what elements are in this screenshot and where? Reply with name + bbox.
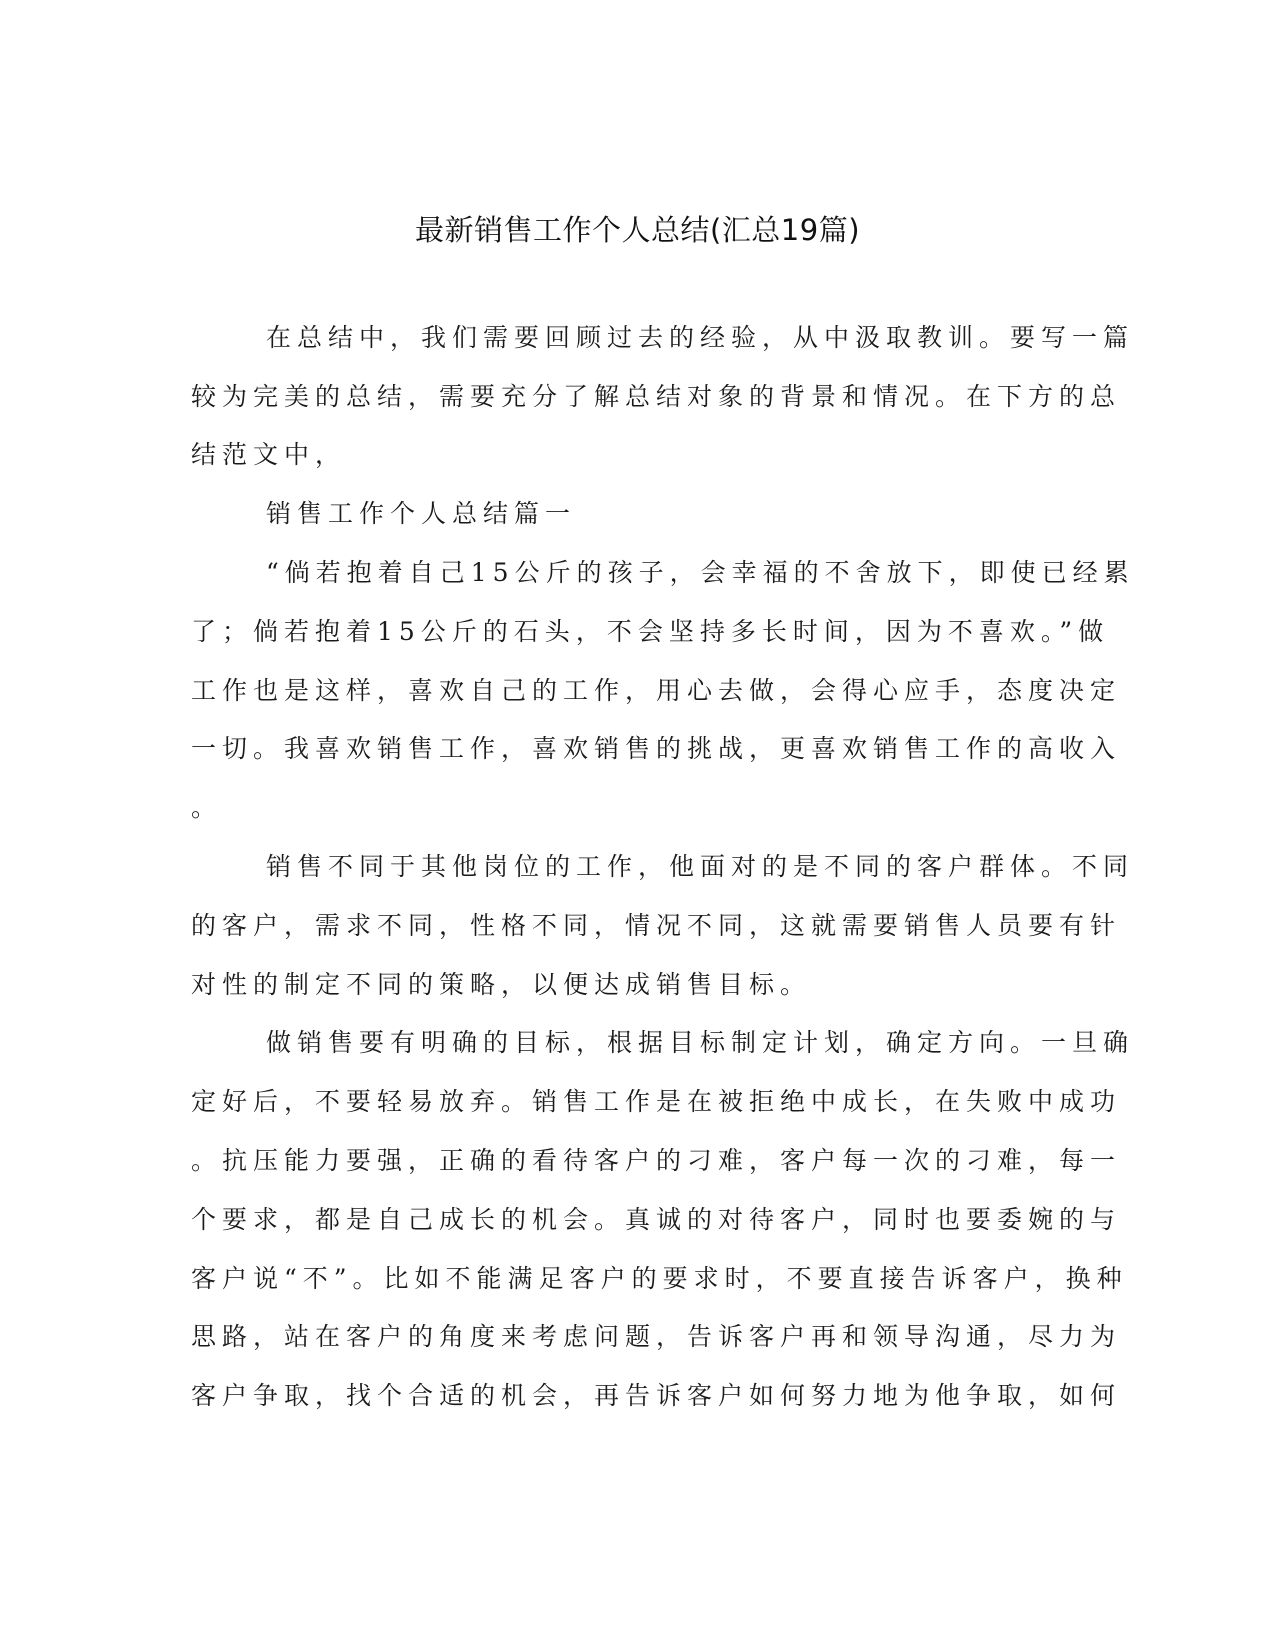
document-title: 最新销售工作个人总结(汇总19篇) [414, 213, 861, 247]
paragraph-3-line-3: 。抗压能力要强，正确的看待客户的刁难，客户每一次的刁难，每一 [191, 1146, 1122, 1175]
paragraph-1-line-1: “倘若抱着自己15公斤的孩子，会幸福的不舍放下，即使已经累 [266, 558, 1135, 587]
paragraph-1-line-2: 了；倘若抱着15公斤的石头，不会坚持多长时间，因为不喜欢。”做 [191, 617, 1110, 646]
paragraph-1-line-3: 工作也是这样，喜欢自己的工作，用心去做，会得心应手，态度决定 [191, 676, 1122, 705]
section-heading-1: 销售工作个人总结篇一 [266, 499, 577, 528]
paragraph-3-line-1: 做销售要有明确的目标，根据目标制定计划，确定方向。一旦确 [266, 1028, 1135, 1057]
paragraph-1-line-5: 。 [191, 793, 223, 822]
paragraph-intro-line-3: 结范文中， [191, 440, 347, 469]
paragraph-2-line-3: 对性的制定不同的策略，以便达成销售目标。 [191, 970, 812, 999]
paragraph-3-line-6: 思路，站在客户的角度来考虑问题，告诉客户再和领导沟通，尽力为 [191, 1322, 1122, 1351]
paragraph-1-line-4: 一切。我喜欢销售工作，喜欢销售的挑战，更喜欢销售工作的高收入 [191, 734, 1122, 763]
paragraph-3-line-5: 客户说“不”。比如不能满足客户的要求时，不要直接告诉客户，换种 [191, 1264, 1128, 1293]
paragraph-3-line-2: 定好后，不要轻易放弃。销售工作是在被拒绝中成长，在失败中成功 [191, 1087, 1122, 1116]
paragraph-intro-line-2: 较为完美的总结，需要充分了解总结对象的背景和情况。在下方的总 [191, 382, 1122, 411]
paragraph-2-line-1: 销售不同于其他岗位的工作，他面对的是不同的客户群体。不同 [266, 852, 1135, 881]
paragraph-intro-line-1: 在总结中，我们需要回顾过去的经验，从中汲取教训。要写一篇 [266, 323, 1135, 352]
paragraph-2-line-2: 的客户，需求不同，性格不同，情况不同，这就需要销售人员要有针 [191, 911, 1122, 940]
paragraph-3-line-4: 个要求，都是自己成长的机会。真诚的对待客户，同时也要委婉的与 [191, 1205, 1122, 1234]
paragraph-3-line-7: 客户争取，找个合适的机会，再告诉客户如何努力地为他争取，如何 [191, 1381, 1122, 1410]
